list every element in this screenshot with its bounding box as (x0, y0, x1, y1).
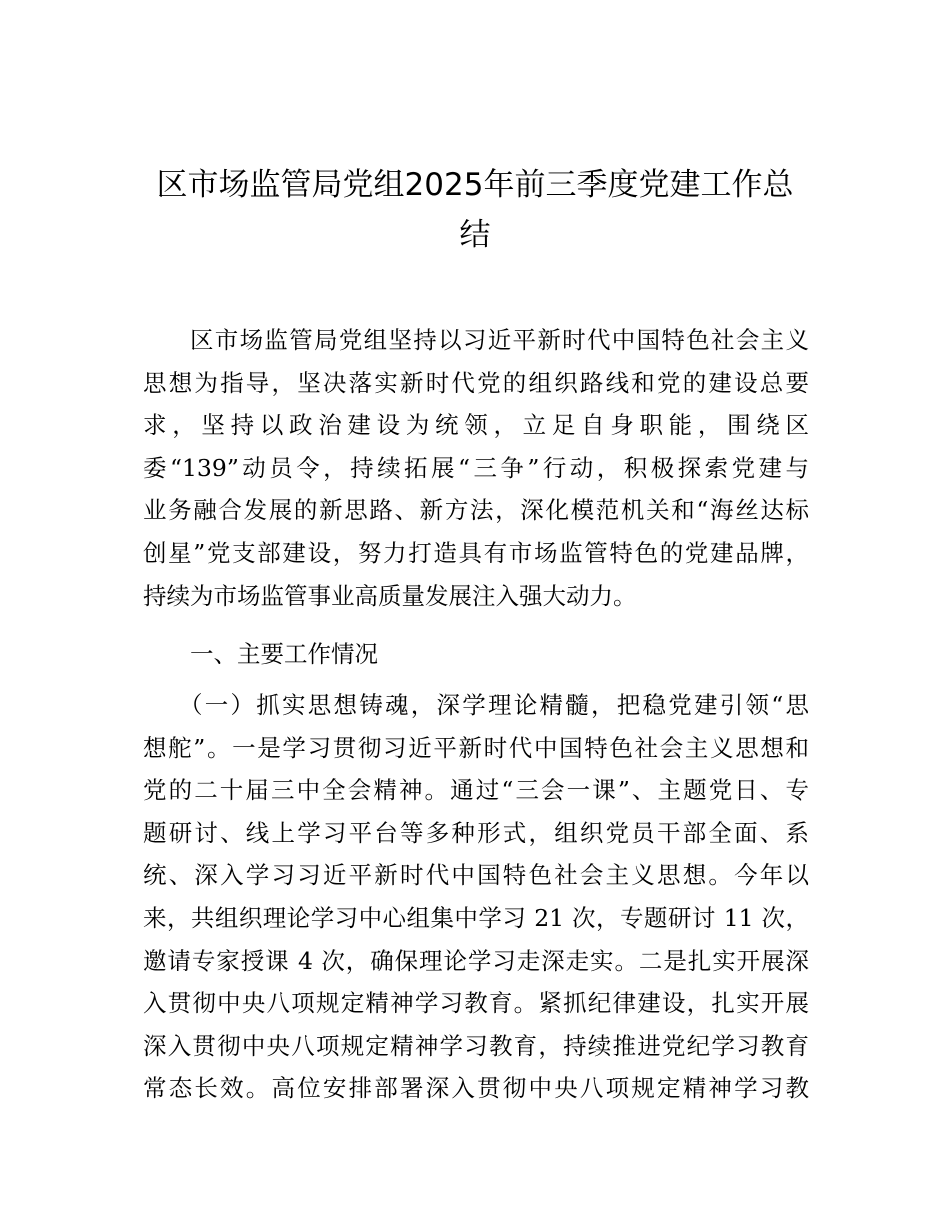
title-line: 结 (459, 217, 491, 253)
text-line: 党的二十届三中全会精神。通过“三会一课”、主题党日、专 (143, 776, 809, 805)
text-line: 统、深入学习习近平新时代中国特色社会主义思想。今年以 (143, 861, 809, 890)
text-line: 想舵”。一是学习贯彻习近平新时代中国特色社会主义思想和 (143, 733, 809, 762)
text-line: 区市场监管局党组坚持以习近平新时代中国特色社会主义 (190, 326, 809, 354)
text-line: 思想为指导，坚决落实新时代党的组织路线和党的建设总要 (143, 368, 809, 397)
title-line: 区市场监管局党组2025年前三季度党建工作总 (156, 167, 794, 203)
text-line: 求，坚持以政治建设为统领，立足自身职能，围绕区 (143, 411, 809, 440)
text-line: 常态长效。高位安排部署深入贯彻中央八项规定精神学习教 (143, 1074, 809, 1103)
section-heading (143, 633, 809, 676)
text-line: 委“139”动员令，持续拓展“三争”行动，积极探索党建与 (143, 453, 809, 482)
intro-paragraph (143, 319, 809, 617)
document-title (0, 160, 950, 260)
text-line: 入贯彻中央八项规定精神学习教育。紧抓纪律建设，扎实开展 (143, 989, 809, 1018)
text-line: 业务融合发展的新思路、新方法，深化模范机关和“海丝达标 (143, 496, 809, 525)
section-heading-text: 一、主要工作情况 (190, 640, 378, 668)
text-line: 创星”党支部建设，努力打造具有市场监管特色的党建品牌， (143, 538, 809, 567)
text-line: （一）抓实思想铸魂，深学理论精髓，把稳党建引领“思 (179, 691, 809, 719)
text-line: 持续为市场监管事业高质量发展注入强大动力。 (143, 581, 637, 610)
text-line: 深入贯彻中央八项规定精神学习教育，持续推进党纪学习教育 (143, 1031, 809, 1060)
section1-paragraph (143, 684, 809, 1110)
text-line: 邀请专家授课 4 次，确保理论学习走深走实。二是扎实开展深 (143, 946, 809, 975)
text-line: 题研讨、线上学习平台等多种形式，组织党员干部全面、系 (143, 818, 809, 847)
text-line: 来，共组织理论学习中心组集中学习 21 次，专题研讨 11 次， (143, 903, 809, 932)
